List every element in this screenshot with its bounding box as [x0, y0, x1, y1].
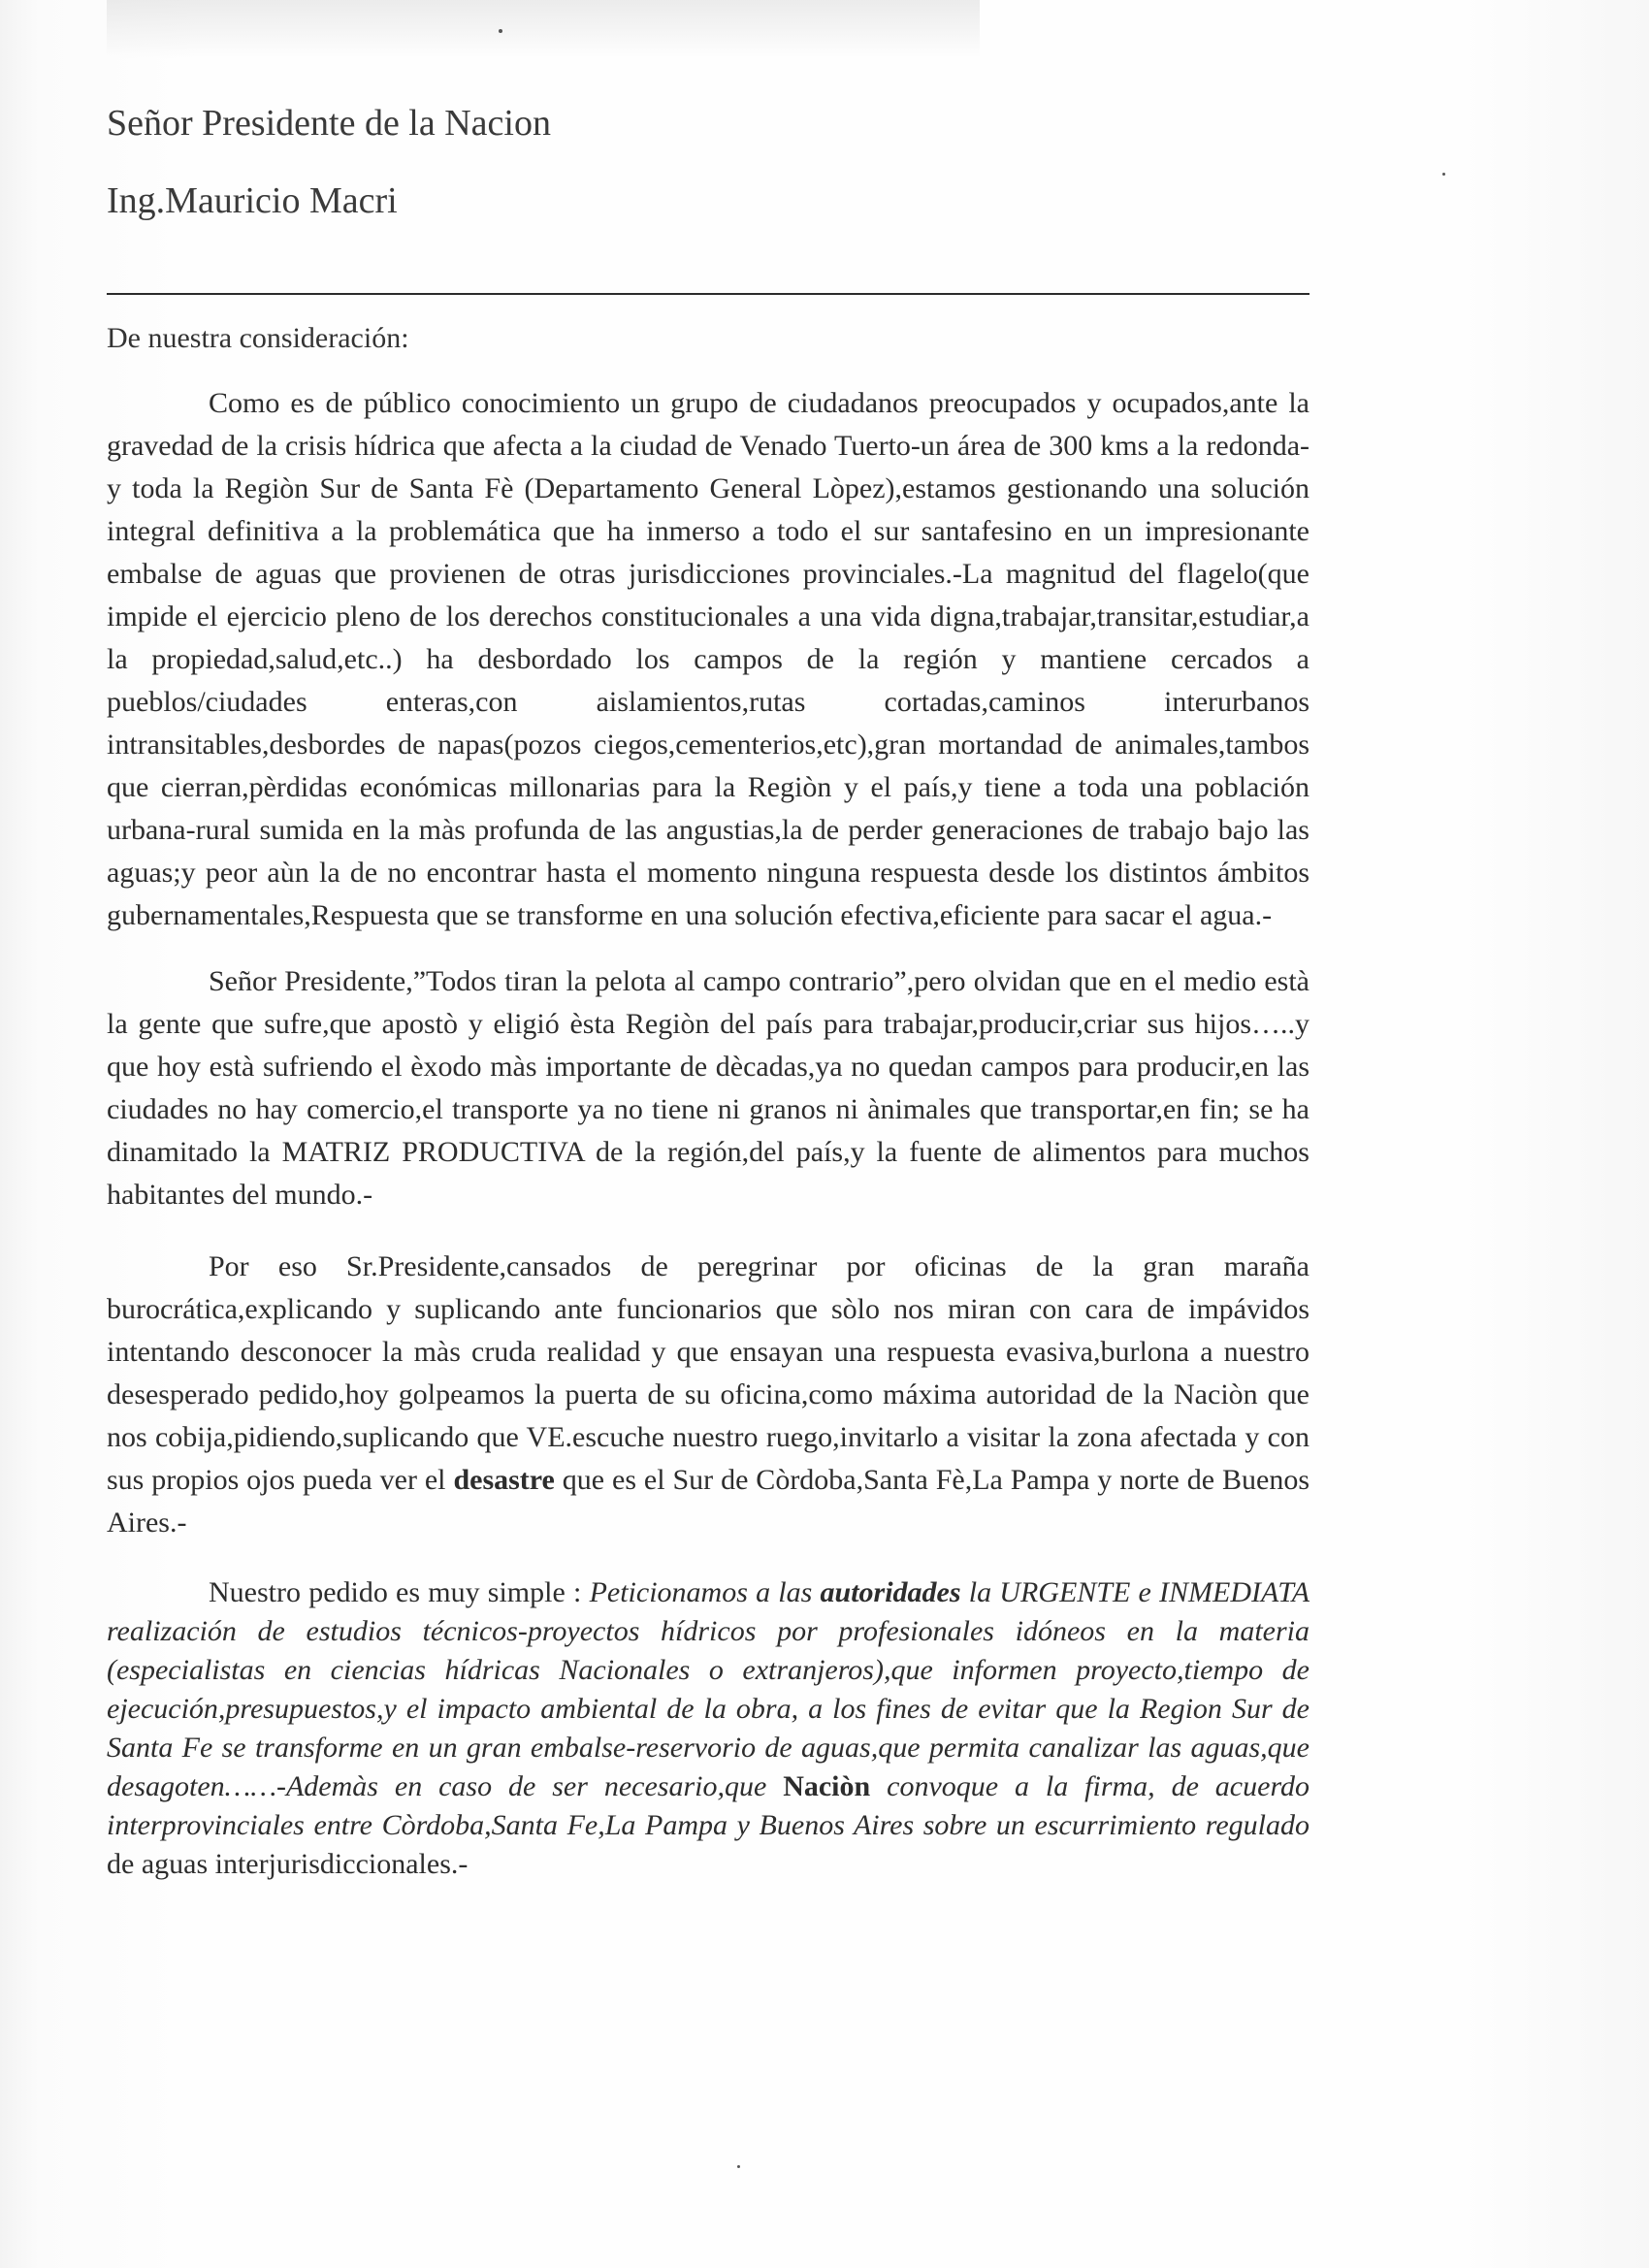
- scan-speck: [499, 29, 502, 33]
- paragraph-text: que es el Sur de Còrdoba,Santa Fè,La Pampa y norte de Buenos Aires.-: [107, 1464, 1310, 1539]
- scan-speck: [737, 2165, 740, 2168]
- paragraph-demand: [107, 1573, 1310, 1884]
- emphasis-text: desastre: [453, 1464, 555, 1496]
- horizontal-rule: [107, 293, 1310, 295]
- paragraph-plea: Señor Presidente,”Todos tiran la pelota al campo contrario”,pero olvidan que en el medio està la gente que sufre,que apostò y eligió èsta Regiòn del país para trabajar,producir,criar sus hijos…..y que hoy està sufriendo el èxodo màs importante de dècadas,ya no quedan campos para producir,en las ciudades no hay comercio,el transporte ya no tiene ni granos ni ànimales que transportar,en fin; se ha dinamitado la MATRIZ PRODUCTIVA de la región,del país,y la fuente de alimentos para muchos habitantes del mundo.-: [107, 965, 1310, 1211]
- letter-body: [107, 97, 1310, 1884]
- paragraph-text: de aguas interjurisdiccionales.-: [107, 1848, 469, 1880]
- salutation: De nuestra consideración:: [107, 322, 409, 354]
- scan-speck: [1442, 173, 1445, 176]
- paragraph-text: Nuestro pedido es muy simple :: [209, 1576, 582, 1608]
- paragraph-crisis: Como es de público conocimiento un grupo de ciudadanos preocupados y ocupados,ante la gravedad de la crisis hídrica que afecta a la ciudad de Venado Tuerto-un área de 300 kms a la redonda- y toda la Regiòn Sur de Santa Fè (Departamento General Lòpez),estamos gestionando una solución integral definitiva a la problemática que ha inmerso a todo el sur santafesino en un impresionante embalse de aguas que provienen de otras jurisdicciones provinciales.-La magnitud del flagelo(que impide el ejercicio pleno de los derechos constitucionales a una vida digna,trabajar,transitar,estudiar,a la propiedad,salud,etc..) ha desbordado los campos de la región y mantiene cercados a pueblos/ciudades enteras,con aislamientos,rutas cortadas,caminos interurbanos intransitables,desbordes de napas(pozos ciegos,cementerios,etc),gran mortandad de animales,tambos que cierran,pèrdidas económicas millonarias para la Regiòn y el país,y tiene a toda una población urbana-rural sumida en la màs profunda de las angustias,la de perder generaciones de trabajo bajo las aguas;y peor aùn la de no encontrar hasta el momento ninguna respuesta desde los distintos ámbitos gubernamentales,Respuesta que se transforme en una solución efectiva,eficiente para sacar el agua.-: [107, 387, 1310, 931]
- recipient-title: Señor Presidente de la Nacion: [107, 103, 551, 144]
- paragraph-request-visit: [107, 1246, 1310, 1544]
- paragraph-text: Por eso Sr.Presidente,cansados de peregrinar por oficinas de la gran maraña burocrática,explicando y suplicando ante funcionarios que sòlo nos miran con cara de impávidos intentando desconocer la màs cruda realidad y que ensayan una respuesta evasiva,burlona a nuestro desesperado pedido,hoy golpeamos la puerta de su oficina,como máxima autoridad de la Naciòn que nos cobija,pidiendo,suplicando que VE.escuche nuestro ruego,invitarlo a visitar la zona afectada y con sus propios ojos pueda ver el: [107, 1250, 1310, 1496]
- italic-text: la URGENTE e INMEDIATA realización de estudios técnicos-proyectos hídricos por profesionales idóneos en la materia (especialistas en ciencias hídricas Nacionales o extranjeros),que informen proyecto,tiempo de ejecución,presupuestos,y el impacto ambiental de la obra, a los fines de evitar que la Region Sur de Santa Fe se transforme en un gran embalse-reservorio de aguas,que permita canalizar las aguas,que desagoten……-Ademàs en caso de ser necesario,que: [107, 1576, 1310, 1802]
- emphasis-text: Naciòn: [783, 1770, 871, 1802]
- emphasis-text: autoridades: [820, 1576, 961, 1608]
- scan-bleed-through: [107, 0, 980, 58]
- recipient-name: Ing.Mauricio Macri: [107, 180, 398, 221]
- italic-text: Peticionamos a las: [589, 1576, 813, 1608]
- italic-text: convoque a la firma, de acuerdo interprovinciales entre Còrdoba,Santa Fe,La Pampa y Buenos Aires sobre un escurrimiento regulado: [107, 1770, 1310, 1841]
